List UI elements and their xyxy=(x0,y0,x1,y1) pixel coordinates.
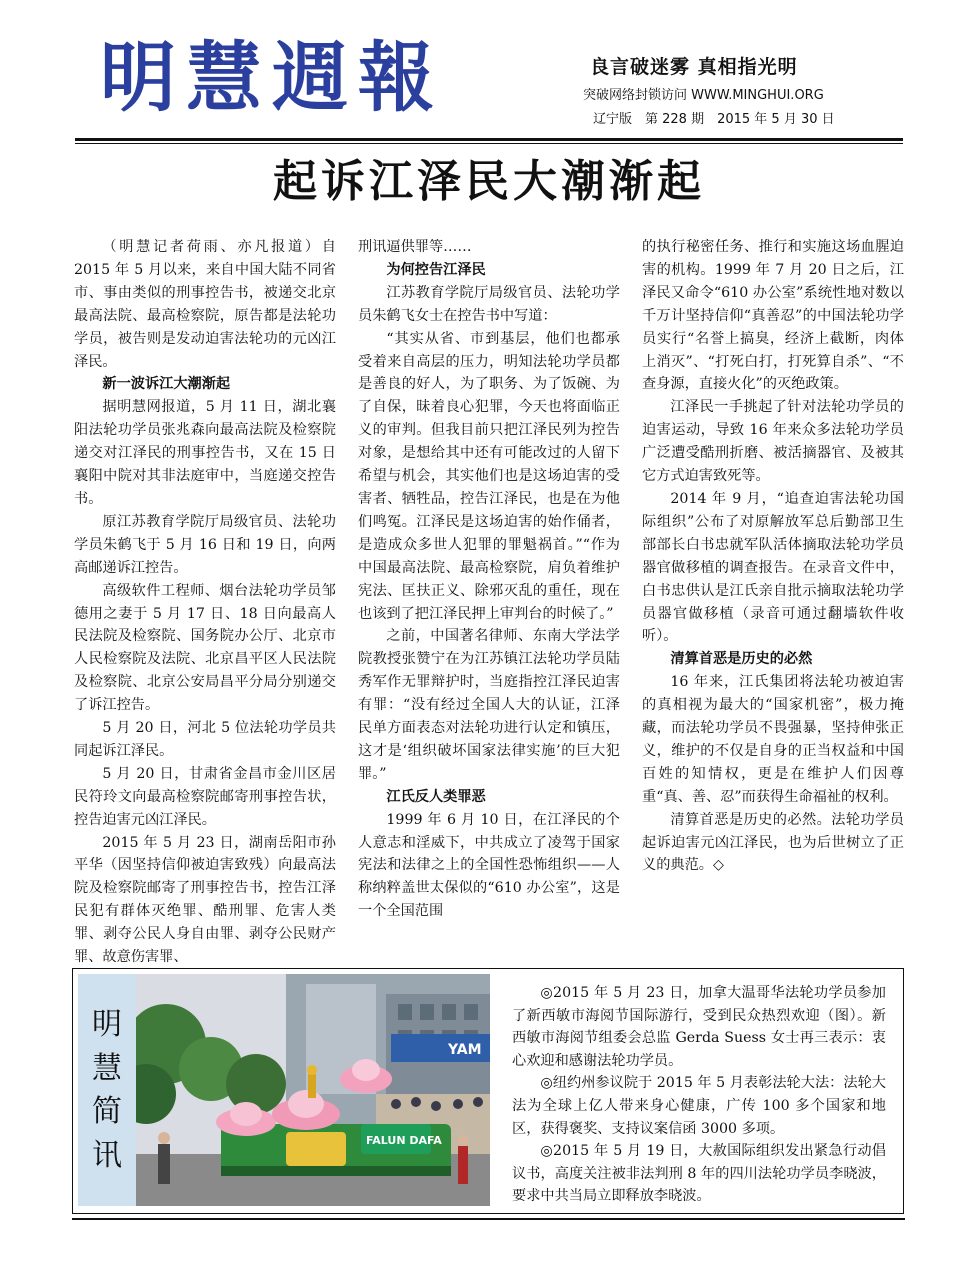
paragraph: 原江苏教育学院厅局级官员、法轮功学员朱鹤飞于 5 月 16 日和 19 日，向两高邮递诉江控告。 xyxy=(74,513,336,576)
paragraph: 的执行秘密任务、推行和实施这场血腥迫害的机构。1999 年 7 月 20 日之后，江泽民又命令“610 办公室”系统性地对数以千万计坚持信仰“真善忍”的中国法轮功学员实行“名誉上搞臭，经济上截断，肉体上消灭”、“打死白打，打死算自杀”、“不查身源，直接火化”的灭绝政策。 xyxy=(642,239,904,393)
brief-label-char: 明 xyxy=(92,1007,122,1042)
headline: 起诉江泽民大潮渐起 xyxy=(273,156,705,207)
brief-label-char: 讯 xyxy=(92,1137,122,1173)
paragraph: 之前，中国著名律师、东南大学法学院教授张赞宁在为江苏镇江法轮功学员陆秀军作无罪辩护时，当庭指控江泽民迫害有罪：“没有经过全国人大的认证，江泽民单方面表态对法轮功进行认定和镇压，这才是‘组织破坏国家法律实施’的巨大犯罪。” xyxy=(358,628,620,782)
article-column-3 xyxy=(642,236,904,877)
brief-label xyxy=(78,974,136,1206)
section-heading: 清算首恶是历史的必然 xyxy=(670,651,813,668)
paragraph: 刑讯逼供罪等…… xyxy=(358,239,472,255)
brief-label-char: 简 xyxy=(92,1094,122,1129)
paragraph: “其实从省、市到基层，他们也都承受着来自高层的压力，明知法轮功学员都是善良的好人，为了职务、为了饭碗、为了自保，昧着良心犯罪，今天也将面临正义的审判。但我目前只把江泽民列为控告对象，是想给其中还有可能改过的人留下希望与机会，其实他们也是这场迫害的受害者、牺牲品，控告江泽民，也是在为他们鸣冤。江泽民是这场迫害的始作俑者，是造成众多世人犯罪的罪魁祸首。”“作为中国最高法院、最高检察院，肩负着维护宪法、匡扶正义、除邪灭乱的重任，现在也该到了把江泽民押上审判台的时候了。” xyxy=(358,330,620,622)
section-heading: 新一波诉江大潮渐起 xyxy=(102,376,231,393)
masthead-slogan: 良言破迷雾 真相指光明 xyxy=(590,56,798,78)
section-heading: 江氏反人类罪恶 xyxy=(386,788,486,805)
paragraph: 2014 年 9 月，“追查迫害法轮功国际组织”公布了对原解放军总后勤部卫生部部长白书忠就军队活体摘取法轮功学员器官做移植的调查报告。在录音文件中，白书忠供认是江氏亲自批示摘取法轮功学员器官做移植（录音可通过翻墙软件收听）。 xyxy=(642,490,904,645)
masthead-edition: 辽宁版 第 228 期 2015 年 5 月 30 日 xyxy=(593,112,835,127)
paragraph: 据明慧网报道，5 月 11 日，湖北襄阳法轮功学员张兆森向最高法院及检察院递交对江泽民的刑事控告书，又在 15 日襄阳中院对其非法庭审中，当庭递交控告书。 xyxy=(74,399,336,507)
brief-list xyxy=(512,982,886,1208)
brief-item: ◎纽约州参议院于 2015 年 5 月表彰法轮大法：法轮大法为全球上亿人带来身心健康，广传 100 多个国家和地区，获得褒奖、支持议案信函 3000 多项。 xyxy=(512,1075,886,1137)
parade-photo xyxy=(136,974,490,1206)
brief-label-char: 慧 xyxy=(92,1050,122,1086)
brief-item: ◎2015 年 5 月 19 日，大赦国际组织发出紧急行动倡议书，高度关注被非法判刑 8 年的四川法轮功学员李晓波，要求中共当局立即释放李晓波。 xyxy=(512,1143,886,1205)
paragraph: 江苏教育学院厅局级官员、法轮功学员朱鹤飞女士在控告书中写道： xyxy=(358,284,620,324)
paragraph: 2015 年 5 月 23 日，湖南岳阳市孙平华（因坚持信仰被迫害致残）向最高法院及检察院邮寄了刑事控告书，控告江泽民犯有群体灭绝罪、酷刑罪、危害人类罪、剥夺公民人身自由罪、剥夺公民财产罪、故意伤害罪、 xyxy=(74,834,336,966)
article-column-1 xyxy=(74,236,336,969)
paragraph: 清算首恶是历史的必然。法轮功学员起诉迫害元凶江泽民，也为后世树立了正义的典范。◇ xyxy=(642,811,904,874)
paragraph: 5 月 20 日，甘肃省金昌市金川区居民符玲文向最高检察院邮寄刑事控告状，控告迫害元凶江泽民。 xyxy=(74,765,336,828)
paragraph: 16 年来，江氏集团将法轮功被迫害的真相视为最大的“国家机密”，极力掩藏，而法轮功学员不畏强暴，坚持伸张正义，维护的不仅是自身的正当权益和中国百姓的知情权，更是在维护人们因尊重“真、善、忍”而获得生命福祉的权利。 xyxy=(642,674,904,805)
section-heading: 为何控告江泽民 xyxy=(386,261,486,278)
masthead-rule-thin xyxy=(75,143,903,144)
parade-photo-illustration xyxy=(136,974,490,1206)
paragraph: （明慧记者荷雨、亦凡报道）自 2015 年 5 月以来，来自中国大陆不同省市、事由类似的刑事控告书，被递交北京最高法院、最高检察院，原告都是法轮功学员，被告则是发动迫害法轮功的元凶江泽民。 xyxy=(74,239,336,370)
paragraph: 5 月 20 日，河北 5 位法轮功学员共同起诉江泽民。 xyxy=(74,720,336,759)
paragraph: 江泽民一手挑起了针对法轮功学员的迫害运动，导致 16 年来众多法轮功学员广泛遭受酷刑折磨、被活摘器官、及被其它方式迫害致死等。 xyxy=(642,399,904,485)
store-sign-text: YAM xyxy=(448,1042,482,1058)
article-column-2 xyxy=(358,236,620,923)
paragraph: 1999 年 6 月 10 日，在江泽民的个人意志和淫威下，中共成立了凌驾于国家宪法和法律之上的全国性恐怖组织——人称纳粹盖世太保似的“610 办公室”，这是一个全国范围 xyxy=(358,811,620,920)
brief-item: ◎2015 年 5 月 23 日，加拿大温哥华法轮功学员参加了新西敏市海阅节国际游行，受到民众热烈欢迎（图）。新西敏市海阅节组委会总监 Gerda Suess 女士再三表示：衷心欢迎和感谢法轮功学员。 xyxy=(512,985,886,1069)
bottom-rule xyxy=(72,1218,905,1220)
paragraph: 高级软件工程师、烟台法轮功学员邹德用之妻于 5 月 17 日、18 日向最高人民法院及检察院、国务院办公厅、北京市人民检察院及法院、北京昌平区人民法院及检察院、北京公安局昌平分局分别递交了诉江控告。 xyxy=(74,582,336,714)
masthead-rule xyxy=(75,138,903,141)
float-sign-text: FALUN DAFA xyxy=(366,1134,442,1147)
masthead-title: 明慧週報 xyxy=(100,33,444,122)
masthead-access: 突破网络封锁访问 WWW.MINGHUI.ORG xyxy=(583,88,824,103)
